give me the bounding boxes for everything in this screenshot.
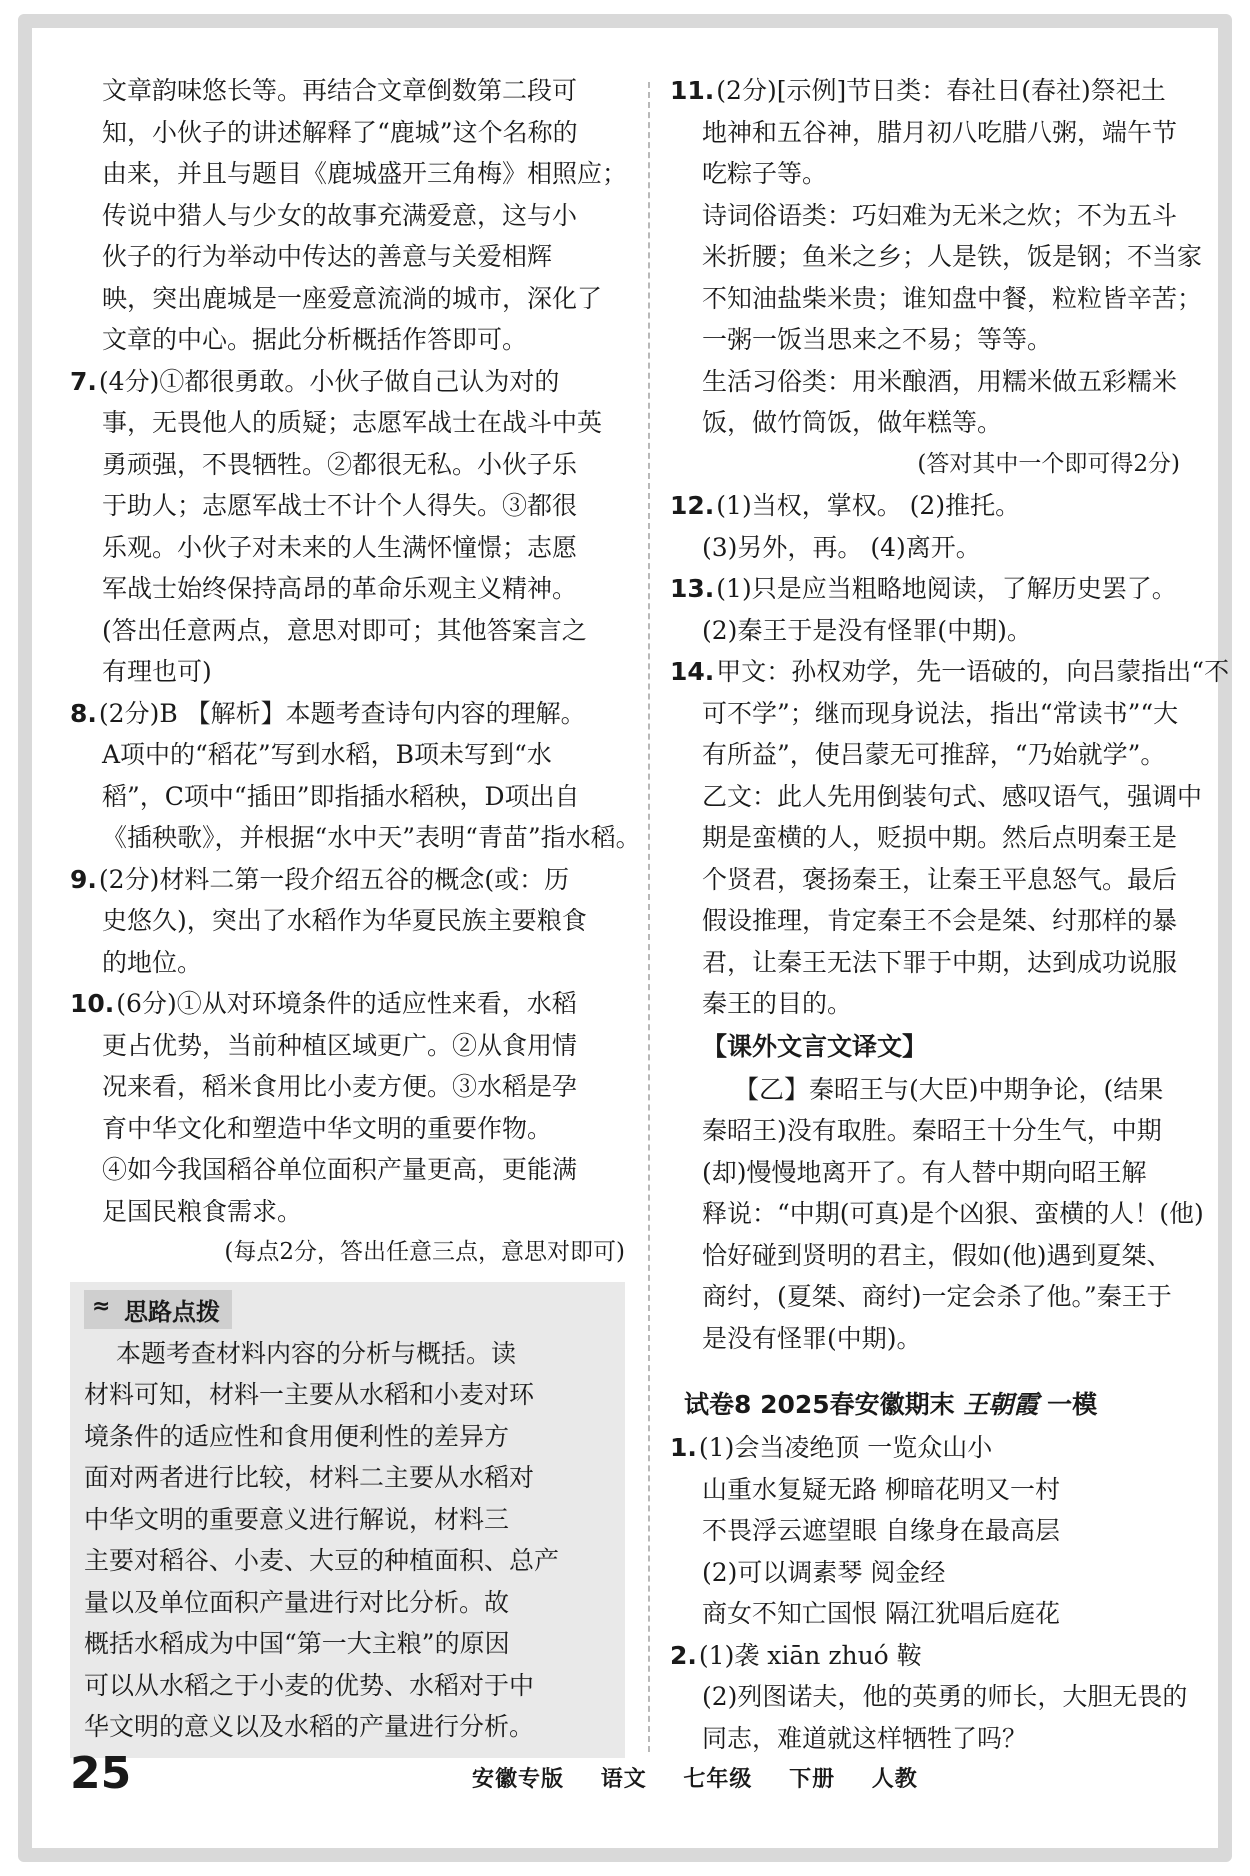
- text-line: 军战士始终保持高昂的革命乐观主义精神。: [102, 574, 578, 603]
- tip-title: [84, 1290, 232, 1329]
- footer-grade: 七年级: [683, 1766, 753, 1792]
- text-line: 释说：“中期(可真)是个凶狠、蛮横的人！(他): [702, 1199, 1204, 1228]
- text-line: 事，无畏他人的质疑；志愿军战士在战斗中英: [102, 408, 603, 437]
- text-line: 诗词俗语类：巧妇难为无米之炊；不为五斗: [702, 200, 1178, 230]
- text-line: 商女不知亡国恨 隔江犹唱后庭花: [702, 1599, 1060, 1628]
- brand-logo-text: 王朝霞: [963, 1390, 1039, 1419]
- section-title-suffix: 一模: [1047, 1390, 1098, 1419]
- right-column: [670, 70, 1230, 1759]
- text-line: 吃粽子等。: [702, 159, 828, 188]
- text-line: 米折腰；鱼米之乡；人是铁，饭是钢；不当家: [702, 242, 1203, 271]
- text-line: 《插秧歌》，并根据“水中天”表明“青苗”指水稻。: [102, 823, 641, 852]
- text-line: (1)只是应当粗略地阅读，了解历史罢了。: [716, 574, 1177, 603]
- text-line: 有理也可): [102, 657, 212, 686]
- answer-7: [70, 361, 625, 693]
- footer-term: 下册: [789, 1766, 836, 1792]
- text-line: 中华文明的重要意义进行解说，材料三: [84, 1504, 510, 1534]
- text-line: 知，小伙子的讲述解释了“鹿城”这个名称的: [102, 117, 578, 147]
- text-line: 个贤君，褒扬秦王，让秦王平息怒气。最后: [702, 864, 1178, 894]
- text-line: 不知油盐柴米贵；谁知盘中餐，粒粒皆辛苦；: [702, 283, 1203, 313]
- text-line: 的地位。: [102, 947, 203, 977]
- answer-10: [70, 983, 625, 1274]
- footer-publisher: 人教: [871, 1766, 918, 1792]
- text-line: 可不学”；继而现身说法，指出“常读书”“大: [702, 698, 1179, 728]
- text-line: (3)另外，再。 (4)离开。: [702, 532, 981, 562]
- text-line: 文章韵味悠长等。再结合文章倒数第二段可: [102, 76, 578, 105]
- text-line: 映，突出鹿城是一座爱意流淌的城市，深化了: [102, 283, 603, 313]
- text-line: 文章的中心。据此分析概括作答即可。: [102, 325, 528, 354]
- text-line: 于助人；志愿军战士不计个人得失。③都很: [102, 491, 578, 520]
- text-line: 足国民粮食需求。: [102, 1196, 303, 1226]
- answer-9: [70, 859, 625, 984]
- waves-icon: ≈: [92, 1293, 109, 1319]
- text-line: (1)会当凌绝顶 一览众山小: [698, 1433, 993, 1462]
- text-line: ④如今我国稻谷单位面积产量更高，更能满: [102, 1155, 578, 1184]
- exam8-answer-1: [670, 1427, 1180, 1635]
- answer-14: [670, 651, 1230, 1025]
- text-line: 不畏浮云遮望眼 自缘身在最高层: [702, 1516, 1060, 1545]
- answer-13: [670, 568, 1180, 651]
- text-line: (4分)①都很勇敢。小伙子做自己认为对的: [98, 366, 560, 396]
- translation-heading: 【课外文言文译文】: [702, 1031, 928, 1061]
- question-number: 14.: [670, 657, 715, 686]
- text-line: 可以从水稻之于小麦的优势、水稻对于中: [84, 1670, 535, 1700]
- text-line: (1)袭 xiān zhuó 鞍: [698, 1640, 922, 1670]
- question-number: 1.: [670, 1433, 697, 1462]
- text-line: 乐观。小伙子对未来的人生满怀憧憬；志愿: [102, 532, 578, 562]
- text-line: 传说中猎人与少女的故事充满爱意，这与小: [102, 200, 578, 230]
- continued-answer: [70, 70, 628, 361]
- text-line: 假设推理，肯定秦王不会是桀、纣那样的暴: [702, 906, 1178, 935]
- text-line: 有所益”，使吕蒙无可推辞，“乃始就学”。: [702, 740, 1166, 769]
- text-line: 饭，做竹筒饭，做年糕等。: [702, 408, 1003, 437]
- left-column: [70, 70, 641, 1758]
- text-line: 面对两者进行比较，材料二主要从水稻对: [84, 1463, 535, 1492]
- text-line: 同志，难道就这样牺牲了吗？: [702, 1723, 1028, 1753]
- text-line: (2分)B 【解析】本题考查诗句内容的理解。: [98, 698, 586, 728]
- text-line: 恰好碰到贤明的君主，假如(他)遇到夏桀、: [702, 1240, 1172, 1270]
- scoring-note: (每点2分，答出任意三点，意思对即可): [224, 1239, 625, 1265]
- text-line: 伙子的行为举动中传达的善意与关爱相辉: [102, 242, 553, 271]
- footer-edition: 安徽专版: [472, 1766, 565, 1792]
- text-line: 史悠久)，突出了水稻作为华夏民族主要粮食: [102, 906, 587, 935]
- text-line: 君，让秦王无法下罪于中期，达到成功说服: [702, 947, 1178, 977]
- answer-11: [670, 70, 1203, 485]
- text-line: 况来看，稻米食用比小麦方便。③水稻是孕: [102, 1072, 578, 1101]
- text-line: 生活习俗类：用米酿酒，用糯米做五彩糯米: [702, 366, 1178, 396]
- text-line: 地神和五谷神，腊月初八吃腊八粥，端午节: [702, 117, 1178, 147]
- question-number: 11.: [670, 76, 715, 105]
- text-line: 华文明的意义以及水稻的产量进行分析。: [84, 1712, 535, 1741]
- text-line: (2)可以调素琴 阅金经: [702, 1557, 946, 1587]
- text-line: (答出任意两点，意思对即可；其他答案言之: [102, 615, 587, 645]
- page-number: 25: [70, 1748, 132, 1799]
- answer-8: [70, 693, 641, 859]
- text-line: 甲文：孙权劝学，先一语破的，向吕蒙指出“不: [716, 657, 1230, 686]
- exam-section-title: [670, 1385, 1180, 1421]
- text-line: 山重水复疑无路 柳暗花明又一村: [702, 1474, 1060, 1504]
- text-line: (2)秦王于是没有怪罪(中期)。: [702, 615, 1032, 645]
- question-number: 10.: [70, 989, 115, 1018]
- text-line: 稻”，C项中“插田”即指插水稻秧，D项出自: [102, 781, 580, 811]
- text-line: 境条件的适应性和食用便利性的差异方: [84, 1421, 510, 1451]
- text-line: 勇顽强，不畏牺牲。②都很无私。小伙子乐: [102, 449, 578, 479]
- text-line: 秦王的目的。: [702, 989, 853, 1018]
- thinking-tip-box: [70, 1282, 625, 1758]
- text-line: 是没有怪罪(中期)。: [702, 1323, 922, 1353]
- text-line: (6分)①从对环境条件的适应性来看，水稻: [116, 989, 577, 1018]
- text-line: 量以及单位面积产量进行对比分析。故: [84, 1587, 510, 1617]
- scoring-note: (答对其中一个即可得2分): [917, 450, 1180, 477]
- text-line: 更占优势，当前种植区域更广。②从食用情: [102, 1030, 578, 1060]
- text-line: (却)慢慢地离开了。有人替中期向昭王解: [702, 1157, 1147, 1187]
- question-number: 8.: [70, 698, 97, 728]
- text-line: (1)当权，掌权。 (2)推托。: [716, 491, 1021, 520]
- answer-12: [670, 485, 1180, 568]
- text-line: 【乙】秦昭王与(大臣)中期争论，(结果: [734, 1074, 1164, 1104]
- text-line: (2)列图诺夫，他的英勇的师长，大胆无畏的: [702, 1682, 1188, 1711]
- text-line: (2分)[示例]节日类：春社日(春社)祭祀土: [716, 76, 1166, 105]
- translation-section: [670, 1025, 1204, 1360]
- exam8-answer-2: [670, 1635, 1188, 1760]
- footer-subject: 语文: [600, 1766, 647, 1792]
- question-number: 7.: [70, 366, 97, 396]
- section-title-text: 试卷8 2025春安徽期末: [684, 1390, 955, 1419]
- text-line: 主要对稻谷、小麦、大豆的种植面积、总产: [84, 1546, 560, 1575]
- question-number: 2.: [670, 1640, 697, 1670]
- text-line: 商纣，(夏桀、商纣)一定会杀了他。”秦王于: [702, 1282, 1172, 1311]
- text-line: 本题考查材料内容的分析与概括。读: [116, 1338, 517, 1368]
- tip-title-text: 思路点拨: [124, 1297, 220, 1326]
- question-number: 13.: [670, 574, 715, 603]
- text-line: (2分)材料二第一段介绍五谷的概念(或：历: [98, 864, 570, 894]
- answer-page: [70, 70, 1230, 1770]
- text-line: 由来，并且与题目《鹿城盛开三角梅》相照应；: [102, 159, 628, 188]
- text-line: 乙文：此人先用倒装句式、感叹语气，强调中: [702, 781, 1203, 811]
- text-line: 秦昭王)没有取胜。秦昭王十分生气，中期: [702, 1116, 1162, 1145]
- text-line: 育中华文化和塑造中华文明的重要作物。: [102, 1113, 553, 1143]
- text-line: 概括水稻成为中国“第一大主粮”的原因: [84, 1629, 510, 1658]
- text-line: 期是蛮横的人，贬损中期。然后点明秦王是: [702, 823, 1178, 852]
- question-number: 12.: [670, 491, 715, 520]
- column-divider: [648, 82, 650, 1752]
- question-number: 9.: [70, 864, 97, 894]
- text-line: 一粥一饭当思来之不易；等等。: [702, 325, 1053, 354]
- page-footer: [472, 1762, 946, 1793]
- text-line: A项中的“稻花”写到水稻，B项未写到“水: [102, 740, 552, 769]
- text-line: 材料可知，材料一主要从水稻和小麦对环: [84, 1380, 535, 1409]
